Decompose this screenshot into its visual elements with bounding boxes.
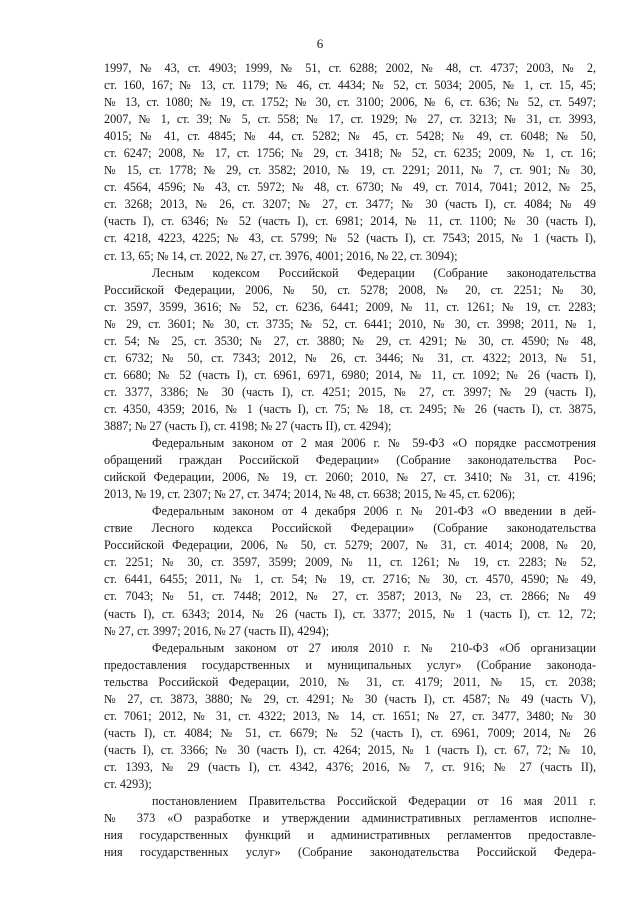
text-line: № 13, ст. 1080; № 19, ст. 1752; № 30, ст. 3100; 2006, № 6, ст. 636; № 52, ст. 5497; xyxy=(104,95,596,110)
text-line: ст. 6441, 6455; 2011, № 1, ст. 54; № 19, ст. 2716; № 30, ст. 4570, 4590; № 49, xyxy=(104,572,596,587)
text-line: Российской Федерации, 2006, № 50, ст. 5279; 2007, № 31, ст. 4014; 2008, № 20, xyxy=(104,538,596,553)
text-line: Федеральным законом от 4 декабря 2006 г. № 201-ФЗ «О введении в дей- xyxy=(152,504,596,519)
text-line: Лесным кодексом Российской Федерации (Собрание законодательства xyxy=(152,265,596,280)
text-line: № 15, ст. 1778; № 29, ст. 3582; 2010, № 19, ст. 2291; 2011, № 7, ст. 901; № 30, xyxy=(104,163,596,178)
text-line: ст. 3377, 3386; № 30 (часть I), ст. 4251; 2015, № 27, ст. 3997; № 29 (часть I), xyxy=(104,384,596,399)
text-line: 4015; № 41, ст. 4845; № 44, ст. 5282; № 45, ст. 5428; № 49, ст. 6048; № 50, xyxy=(104,129,596,144)
text-line: ст. 3268; 2013, № 26, ст. 3207; № 27, ст. 3477; № 30 (часть I), ст. 4084; № 49 xyxy=(104,197,596,212)
text-line: ст. 6680; № 52 (часть I), ст. 6961, 6971, 6980; 2014, № 11, ст. 1092; № 26 (часть I), xyxy=(104,367,596,382)
text-line: № 27, ст. 3997; 2016, № 27 (часть II), 4294); xyxy=(104,623,330,638)
text-line: (часть I), ст. 6346; № 52 (часть I), ст. 6981; 2014, № 11, ст. 1100; № 30 (часть I), xyxy=(104,214,596,229)
text-line: Федеральным законом от 2 мая 2006 г. № 59-ФЗ «О порядке рассмотрения xyxy=(152,436,596,451)
text-line: ствие Лесного кодекса Российской Федерации» (Собрание законодательства xyxy=(104,521,596,536)
text-line: Федеральным законом от 27 июля 2010 г. № 210-ФЗ «Об организации xyxy=(152,640,596,655)
text-line: ст. 54; № 25, ст. 3530; № 27, ст. 3880; № 29, ст. 4291; № 30, ст. 4590; № 48, xyxy=(104,333,596,348)
text-line: ст. 2251; № 30, ст. 3597, 3599; 2009, № 11, ст. 1261; № 19, ст. 2283; № 52, xyxy=(104,555,596,570)
text-line: 3887; № 27 (часть I), ст. 4198; № 27 (часть II), ст. 4294); xyxy=(104,418,392,433)
text-line: ст. 4564, 4596; № 43, ст. 5972; № 48, ст. 6730; № 49, ст. 7014, 7041; 2012, № 25, xyxy=(104,180,596,195)
text-line: ст. 4350, 4359; 2016, № 1 (часть I), ст. 75; № 18, ст. 2495; № 26 (часть I), ст. 3875, xyxy=(104,401,596,416)
text-line: (часть I), ст. 6343; 2014, № 26 (часть I), ст. 3377; 2015, № 1 (часть I), ст. 12, 72; xyxy=(104,606,596,621)
text-line: ст. 160, 167; № 13, ст. 1179; № 46, ст. 4434; № 52, ст. 5034; 2005, № 1, ст. 15, 45; xyxy=(104,78,596,93)
text-line: постановлением Правительства Российской Федерации от 16 мая 2011 г. xyxy=(152,794,596,809)
text-line: ст. 4293); xyxy=(104,776,152,791)
text-line: № 373 «О разработке и утверждении административных регламентов исполне- xyxy=(104,811,596,826)
text-line: ст. 3597, 3599, 3616; № 52, ст. 6236, 6441; 2009, № 11, ст. 1261; № 19, ст. 2283; xyxy=(104,299,596,314)
text-line: ст. 6247; 2008, № 17, ст. 1756; № 29, ст. 3418; № 52, ст. 6235; 2009, № 1, ст. 16; xyxy=(104,146,596,161)
text-line: ния государственных функций и административных регламентов предоставле- xyxy=(104,828,596,843)
text-line: (часть I), ст. 4084; № 51, ст. 6679; № 52 (часть I), ст. 6961, 7009; 2014, № 26 xyxy=(104,725,596,740)
text-line: ния государственных услуг» (Собрание законодательства Российской Федера- xyxy=(104,845,596,860)
text-line: (часть I), ст. 3366; № 30 (часть I), ст. 4264; 2015, № 1 (часть I), ст. 67, 72; № 10, xyxy=(104,742,596,757)
text-line: Российской Федерации, 2006, № 50, ст. 5278; 2008, № 20, ст. 2251; № 30, xyxy=(104,282,596,297)
text-line: ст. 4218, 4223, 4225; № 43, ст. 5799; № 52 (часть I), ст. 7543; 2015, № 1 (часть I), xyxy=(104,231,596,246)
text-line: обращений граждан Российской Федерации» (Собрание законодательства Рос- xyxy=(104,453,596,468)
text-line: № 27, ст. 3873, 3880; № 29, ст. 4291; № 30 (часть I), ст. 4587; № 49 (часть V), xyxy=(104,691,596,706)
text-line: ст. 7061; 2012, № 31, ст. 4322; 2013, № 14, ст. 1651; № 27, ст. 3477, 3480; № 30 xyxy=(104,708,596,723)
text-line: тельства Российской Федерации, 2010, № 31, ст. 4179; 2011, № 15, ст. 2038; xyxy=(104,674,596,689)
text-line: предоставления государственных и муниципальных услуг» (Собрание законода- xyxy=(104,657,596,672)
page-number: 6 xyxy=(316,36,324,51)
text-line: 2007, № 1, ст. 39; № 5, ст. 558; № 17, ст. 1929; № 27, ст. 3213; № 31, ст. 3993, xyxy=(104,112,596,127)
text-line: ст. 1393, № 29 (часть I), ст. 4342, 4376; 2016, № 7, ст. 916; № 27 (часть II), xyxy=(104,759,596,774)
text-line: сийской Федерации, 2006, № 19, ст. 2060; 2010, № 27, ст. 3410; № 31, ст. 4196; xyxy=(104,470,596,485)
text-line: ст. 13, 65; № 14, ст. 2022, № 27, ст. 3976, 4001; 2016, № 22, ст. 3094); xyxy=(104,248,458,263)
text-line: ст. 7043; № 51, ст. 7448; 2012, № 27, ст. 3587; 2013, № 23, ст. 2866; № 49 xyxy=(104,589,596,604)
text-line: 2013, № 19, ст. 2307; № 27, ст. 3474; 2014, № 48, ст. 6638; 2015, № 45, ст. 6206); xyxy=(104,487,516,502)
text-line: ст. 6732; № 50, ст. 7343; 2012, № 26, ст. 3446; № 31, ст. 4322; 2013, № 51, xyxy=(104,350,596,365)
text-line: 1997, № 43, ст. 4903; 1999, № 51, ст. 6288; 2002, № 48, ст. 4737; 2003, № 2, xyxy=(104,61,596,75)
text-line: № 29, ст. 3601; № 30, ст. 3735; № 52, ст. 6441; 2010, № 30, ст. 3998; 2011, № 1, xyxy=(104,316,596,331)
document-body xyxy=(104,60,596,861)
